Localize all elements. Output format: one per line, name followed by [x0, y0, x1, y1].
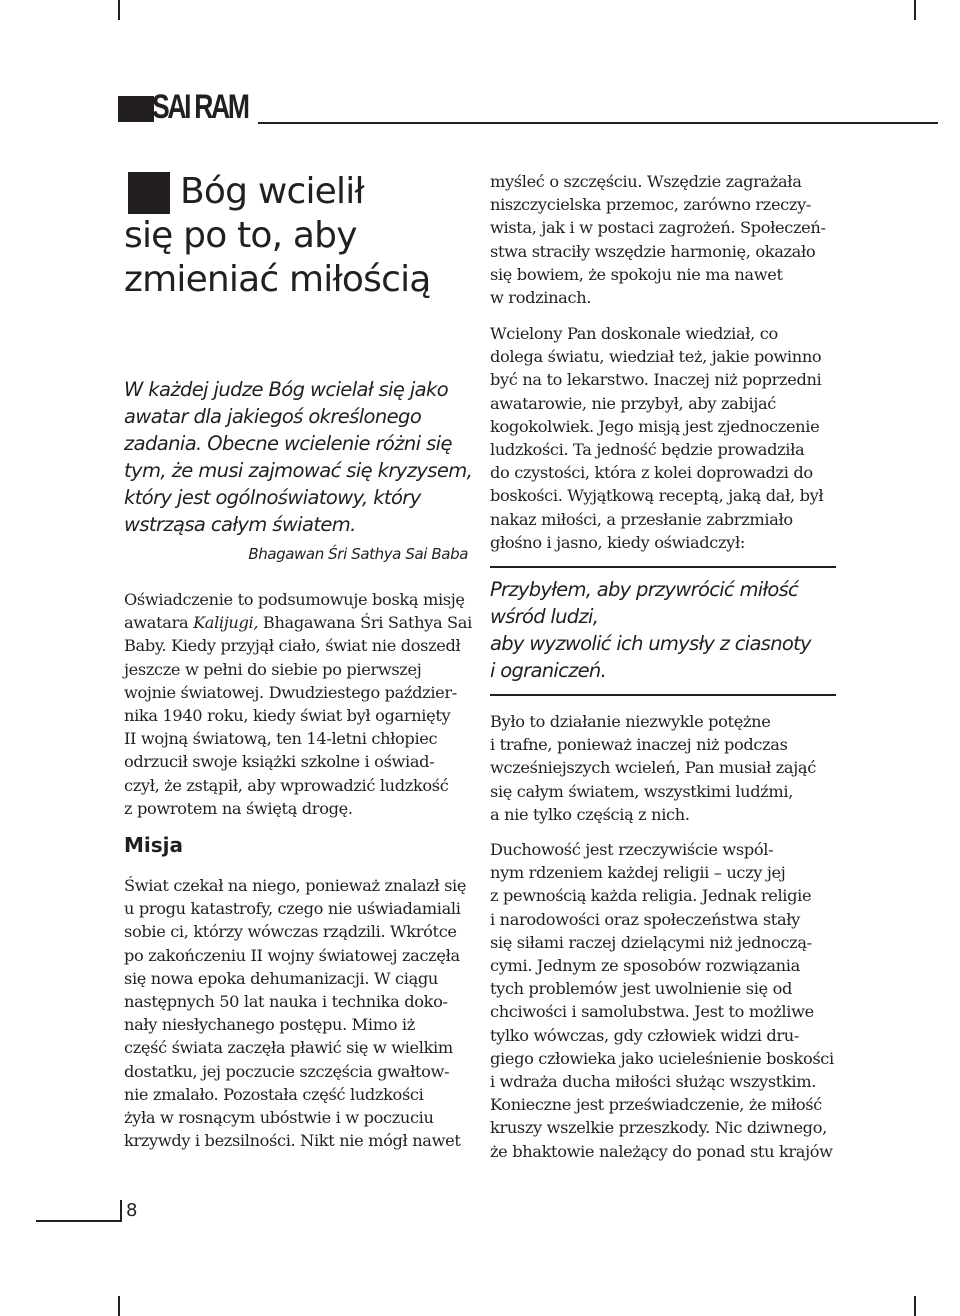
- lead-line: awatar dla jakiegoś określonego: [124, 405, 422, 428]
- header-rule: [258, 122, 938, 124]
- text-line: nika 1940 roku, kiedy świat był ogarnięty: [124, 706, 451, 726]
- text-line: głośno i jasno, kiedy oświadczył:: [490, 532, 745, 552]
- left-paragraph-intro: [124, 588, 484, 820]
- right-paragraph-1: [490, 170, 840, 309]
- text-line: Świat czekał na niego, ponieważ znalazł się: [124, 876, 467, 895]
- text-line: po zakończeniu II wojny światowej zaczęła: [124, 945, 460, 965]
- text-line: Duchowość jest rzeczywiście wspól-: [490, 840, 774, 859]
- quote-rule-top: [490, 566, 836, 568]
- text-line: nym rdzeniem każdej religii – uczy jej: [490, 863, 786, 883]
- text-line: część świata zaczęła pławić się w wielkim: [124, 1038, 453, 1058]
- text-line: się bowiem, że spokoju nie ma nawet: [490, 264, 783, 284]
- text-line: się nowa epoka dehumanizacji. W ciągu: [124, 968, 438, 988]
- text-line: myśleć o szczęściu. Wszędzie zagrażała: [490, 172, 802, 191]
- text-line: Oświadczenie to podsumowuje boską misję: [124, 590, 465, 609]
- crop-mark: [914, 1296, 916, 1316]
- lead-line: zadania. Obecne wcielenie różni się: [124, 432, 452, 455]
- text-line: niszczycielska przemoc, zarówno rzeczy-: [490, 195, 811, 215]
- text-line: odrzucił swoje książki szkolne i oświad-: [124, 752, 435, 772]
- text-line: wcześniejszych wcieleń, Pan musiał zająć: [490, 758, 816, 778]
- lead-line: wstrząsa całym światem.: [124, 513, 356, 536]
- quote-rule-bottom: [490, 694, 836, 696]
- text-line: czył, że zstąpił, aby wprowadzić ludzkość: [124, 775, 449, 795]
- title-line: Bóg wcielił: [180, 171, 364, 212]
- text-line: dolega światu, wiedział też, jakie powinno: [490, 347, 822, 367]
- crop-mark: [118, 1296, 120, 1316]
- text-segment: awatara: [124, 613, 194, 633]
- text-line: a nie tylko częścią z nich.: [490, 804, 690, 824]
- lead-line: W każdej judze Bóg wcielał się jako: [124, 378, 449, 401]
- quote-line: wśród ludzi,: [490, 605, 599, 628]
- text-line: kogokolwiek. Jego misją jest zjednoczenie: [490, 416, 820, 436]
- text-line: awatarowie, nie przybył, aby zabijać: [490, 393, 777, 413]
- text-line: giego człowieka jako ucieleśnienie boskości: [490, 1048, 834, 1068]
- article-title: [124, 170, 484, 302]
- emphasis-kalijugi: Kalijugi,: [193, 613, 259, 633]
- left-paragraph-mission: [124, 874, 484, 1152]
- text-line: jeszcze w pełni do siebie po pierwszej: [124, 659, 422, 679]
- quote-line: i ograniczeń.: [490, 659, 607, 682]
- lead-line: tym, że musi zajmować się kryzysem,: [124, 459, 473, 482]
- crop-mark: [914, 0, 916, 20]
- text-line: sobie ci, którzy wówczas rządzili. Wkrótce: [124, 922, 457, 942]
- text-line: żyła w rosnącym ubóstwie i w poczuciu: [124, 1108, 434, 1128]
- right-paragraph-3: [490, 710, 840, 826]
- quote-line: aby wyzwolić ich umysły z ciasnoty: [490, 632, 811, 655]
- text-line: nie zmalało. Pozostała część ludzkości: [124, 1084, 424, 1104]
- text-line: wista, jak i w postaci zagrożeń. Społeczeń-: [490, 218, 826, 238]
- text-line: Konieczne jest przeświadczenie, że miłość: [490, 1095, 822, 1115]
- text-line: się siłami raczej dzielącymi niż jednoczą-: [490, 932, 812, 952]
- right-paragraph-4: [490, 838, 840, 1163]
- text-line: następnych 50 lat nauka i technika doko-: [124, 992, 448, 1012]
- text-line: krzywdy i bezsilności. Nikt nie mógł nawet: [124, 1131, 461, 1151]
- text-line: że bhaktowie należący do ponad stu krajów: [490, 1141, 833, 1161]
- text-segment: Bhagawana Śri Sathya Sai: [258, 613, 472, 633]
- text-line: się całym światem, wszystkimi ludźmi,: [490, 781, 794, 801]
- text-line: z pewnością każda religia. Jednak religie: [490, 886, 812, 906]
- text-line: boskości. Wyjątkową receptą, jaką dał, był: [490, 486, 824, 506]
- quote-attribution: Bhagawan Śri Sathya Sai Baba: [248, 545, 468, 563]
- right-paragraph-2: [490, 322, 840, 554]
- text-line: tych problemów jest uwolnienie się od: [490, 979, 792, 999]
- lead-line: który jest ogólnoświatowy, który: [124, 486, 421, 509]
- text-line: Było to działanie niezwykle potężne: [490, 712, 771, 731]
- quote-line: Przybyłem, aby przywrócić miłość: [490, 578, 799, 601]
- text-line: stwa straciły wszędzie harmonię, okazało: [490, 241, 816, 261]
- text-line: Baby. Kiedy przyjął ciało, świat nie doszedł: [124, 636, 461, 656]
- text-line: u progu katastrofy, czego nie uświadamiali: [124, 899, 461, 919]
- title-line: zmieniać miłością: [124, 259, 431, 300]
- title-line: się po to, aby: [124, 215, 357, 256]
- text-line: II wojną światową, ten 14-letni chłopiec: [124, 729, 438, 749]
- text-line: do czystości, która z kolei doprowadzi do: [490, 463, 813, 483]
- text-line: z powrotem na świętą drogę.: [124, 798, 353, 818]
- lead-quote: [124, 376, 484, 538]
- text-line: i trafne, ponieważ inaczej niż podczas: [490, 735, 788, 755]
- text-line: dostatku, jej poczucie szczęścia gwałtow-: [124, 1061, 450, 1081]
- text-line: chciwości i samolubstwa. Jest to możliwe: [490, 1002, 814, 1022]
- text-line: tylko wówczas, gdy człowiek widzi dru-: [490, 1025, 799, 1045]
- text-line: i wdraża ducha miłości służąc wszystkim.: [490, 1072, 817, 1092]
- header-accent-bar: [118, 96, 154, 122]
- crop-mark: [118, 0, 120, 20]
- section-heading-misja: Misja: [124, 833, 184, 857]
- text-line: wojnie światowej. Dwudziestego paździer-: [124, 682, 457, 702]
- magazine-logo: SAI RAM: [152, 88, 248, 126]
- text-line: Wcielony Pan doskonale wiedział, co: [490, 324, 778, 343]
- text-line: i narodowości oraz społeczeństwa stały: [490, 909, 800, 929]
- text-line: [124, 611, 484, 634]
- footer-rule: [36, 1220, 122, 1222]
- text-line: być na to lekarstwo. Inaczej niż poprzedni: [490, 370, 822, 390]
- text-line: cymi. Jednym ze sposobów rozwiązania: [490, 956, 800, 976]
- text-line: kruszy wszelkie przeszkody. Nic dziwnego,: [490, 1118, 827, 1138]
- text-line: ludzkości. Ta jedność będzie prowadziła: [490, 440, 805, 460]
- page-number: 8: [126, 1200, 138, 1221]
- text-line: w rodzinach.: [490, 288, 592, 308]
- footer-divider: [120, 1200, 122, 1222]
- pull-quote: [490, 576, 840, 684]
- text-line: nały niesłychanego postępu. Mimo iż: [124, 1015, 415, 1035]
- text-line: nakaz miłości, a przesłanie zabrzmiało: [490, 509, 793, 529]
